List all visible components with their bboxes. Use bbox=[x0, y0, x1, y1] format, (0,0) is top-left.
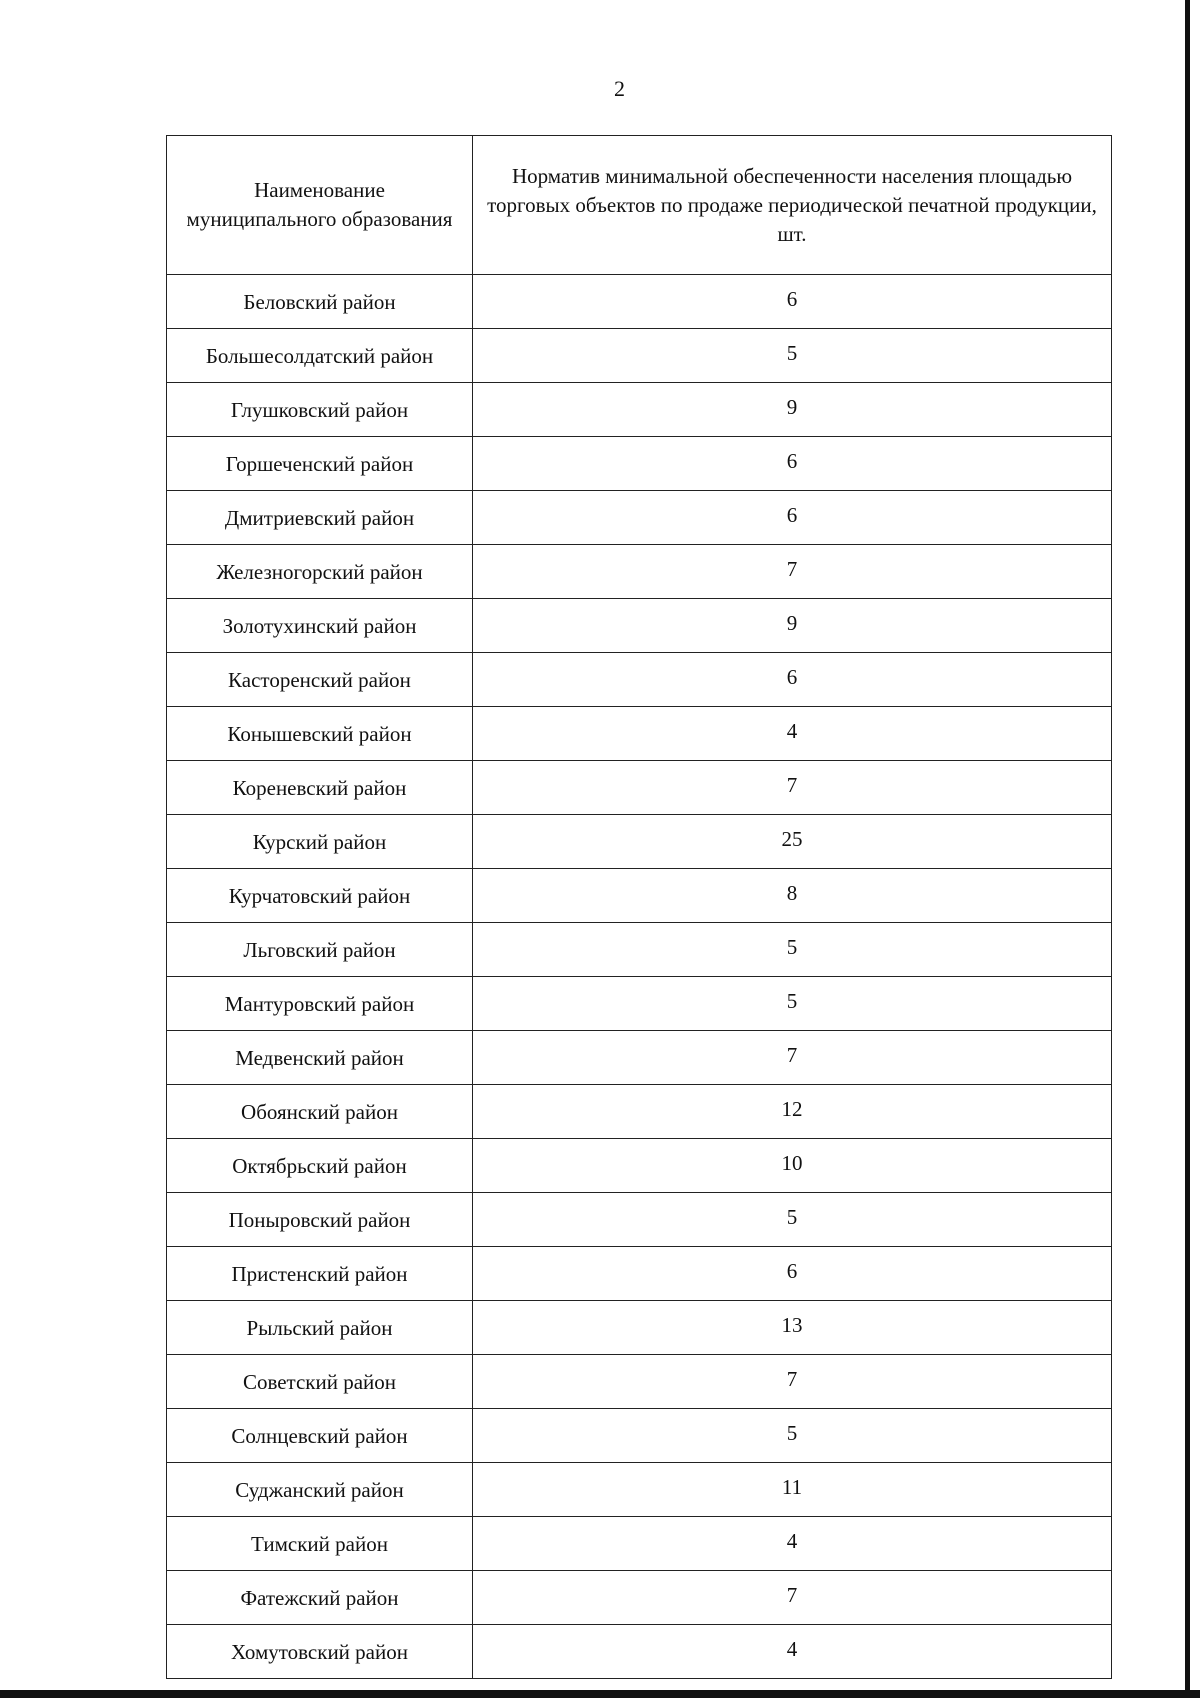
table-row bbox=[167, 545, 1112, 599]
table-row bbox=[167, 1409, 1112, 1463]
norm-value-cell: 8 bbox=[473, 869, 1112, 923]
municipality-name-cell: Советский район bbox=[167, 1355, 473, 1409]
table-row bbox=[167, 923, 1112, 977]
table-body bbox=[167, 275, 1112, 1679]
table-row bbox=[167, 1301, 1112, 1355]
table-row bbox=[167, 1031, 1112, 1085]
municipality-name-cell: Большесолдатский район bbox=[167, 329, 473, 383]
table-row bbox=[167, 1247, 1112, 1301]
norm-value-cell: 10 bbox=[473, 1139, 1112, 1193]
table-row bbox=[167, 815, 1112, 869]
table-row bbox=[167, 329, 1112, 383]
table-header-row bbox=[167, 136, 1112, 275]
norm-value-cell: 9 bbox=[473, 383, 1112, 437]
table-row bbox=[167, 869, 1112, 923]
norm-value-cell: 7 bbox=[473, 1355, 1112, 1409]
norm-value-cell: 5 bbox=[473, 977, 1112, 1031]
municipality-name-cell: Фатежский район bbox=[167, 1571, 473, 1625]
table-row bbox=[167, 1139, 1112, 1193]
table-row bbox=[167, 1085, 1112, 1139]
municipality-name-cell: Поныровский район bbox=[167, 1193, 473, 1247]
norm-value-cell: 4 bbox=[473, 1625, 1112, 1679]
header-municipality: Наименование муниципального образования bbox=[167, 136, 473, 275]
table-row bbox=[167, 761, 1112, 815]
municipality-name-cell: Хомутовский район bbox=[167, 1625, 473, 1679]
norm-value-cell: 13 bbox=[473, 1301, 1112, 1355]
norm-value-cell: 5 bbox=[473, 923, 1112, 977]
municipality-name-cell: Курский район bbox=[167, 815, 473, 869]
norms-table-container bbox=[166, 135, 1112, 1679]
municipality-name-cell: Конышевский район bbox=[167, 707, 473, 761]
scan-edge-bottom bbox=[0, 1690, 1200, 1698]
table-row bbox=[167, 1355, 1112, 1409]
municipality-name-cell: Дмитриевский район bbox=[167, 491, 473, 545]
table-row bbox=[167, 491, 1112, 545]
norm-value-cell: 7 bbox=[473, 545, 1112, 599]
table-row bbox=[167, 653, 1112, 707]
norm-value-cell: 7 bbox=[473, 761, 1112, 815]
norm-value-cell: 4 bbox=[473, 1517, 1112, 1571]
page-number: 2 bbox=[614, 76, 625, 101]
norm-value-cell: 6 bbox=[473, 491, 1112, 545]
municipality-name-cell: Суджанский район bbox=[167, 1463, 473, 1517]
municipality-name-cell: Горшеченский район bbox=[167, 437, 473, 491]
norm-value-cell: 5 bbox=[473, 1409, 1112, 1463]
municipality-name-cell: Льговский район bbox=[167, 923, 473, 977]
table-row bbox=[167, 1571, 1112, 1625]
municipality-name-cell: Глушковский район bbox=[167, 383, 473, 437]
municipality-name-cell: Касторенский район bbox=[167, 653, 473, 707]
municipality-name-cell: Золотухинский район bbox=[167, 599, 473, 653]
norm-value-cell: 6 bbox=[473, 437, 1112, 491]
table-row bbox=[167, 707, 1112, 761]
norm-value-cell: 5 bbox=[473, 329, 1112, 383]
table-row bbox=[167, 437, 1112, 491]
table-row bbox=[167, 275, 1112, 329]
municipality-name-cell: Рыльский район bbox=[167, 1301, 473, 1355]
scan-edge-right bbox=[1185, 0, 1190, 1698]
municipality-name-cell: Пристенский район bbox=[167, 1247, 473, 1301]
norm-value-cell: 12 bbox=[473, 1085, 1112, 1139]
municipality-name-cell: Курчатовский район bbox=[167, 869, 473, 923]
table-row bbox=[167, 599, 1112, 653]
norm-value-cell: 4 bbox=[473, 707, 1112, 761]
norm-value-cell: 25 bbox=[473, 815, 1112, 869]
table-row bbox=[167, 977, 1112, 1031]
norm-value-cell: 5 bbox=[473, 1193, 1112, 1247]
table-row bbox=[167, 1463, 1112, 1517]
norm-value-cell: 11 bbox=[473, 1463, 1112, 1517]
municipality-name-cell: Солнцевский район bbox=[167, 1409, 473, 1463]
norm-value-cell: 7 bbox=[473, 1571, 1112, 1625]
municipality-name-cell: Медвенский район bbox=[167, 1031, 473, 1085]
norm-value-cell: 6 bbox=[473, 653, 1112, 707]
table-row bbox=[167, 1517, 1112, 1571]
norm-value-cell: 6 bbox=[473, 275, 1112, 329]
municipality-name-cell: Обоянский район bbox=[167, 1085, 473, 1139]
header-norm: Норматив минимальной обеспеченности населения площадью торговых объектов по продаже периодической печатной продукции, шт. bbox=[473, 136, 1112, 275]
municipality-name-cell: Мантуровский район bbox=[167, 977, 473, 1031]
municipality-name-cell: Железногорский район bbox=[167, 545, 473, 599]
norm-value-cell: 6 bbox=[473, 1247, 1112, 1301]
municipality-name-cell: Октябрьский район bbox=[167, 1139, 473, 1193]
norms-table bbox=[166, 135, 1112, 1679]
table-row bbox=[167, 1193, 1112, 1247]
table-row bbox=[167, 1625, 1112, 1679]
norm-value-cell: 9 bbox=[473, 599, 1112, 653]
table-row bbox=[167, 383, 1112, 437]
municipality-name-cell: Тимский район bbox=[167, 1517, 473, 1571]
norm-value-cell: 7 bbox=[473, 1031, 1112, 1085]
municipality-name-cell: Беловский район bbox=[167, 275, 473, 329]
municipality-name-cell: Кореневский район bbox=[167, 761, 473, 815]
